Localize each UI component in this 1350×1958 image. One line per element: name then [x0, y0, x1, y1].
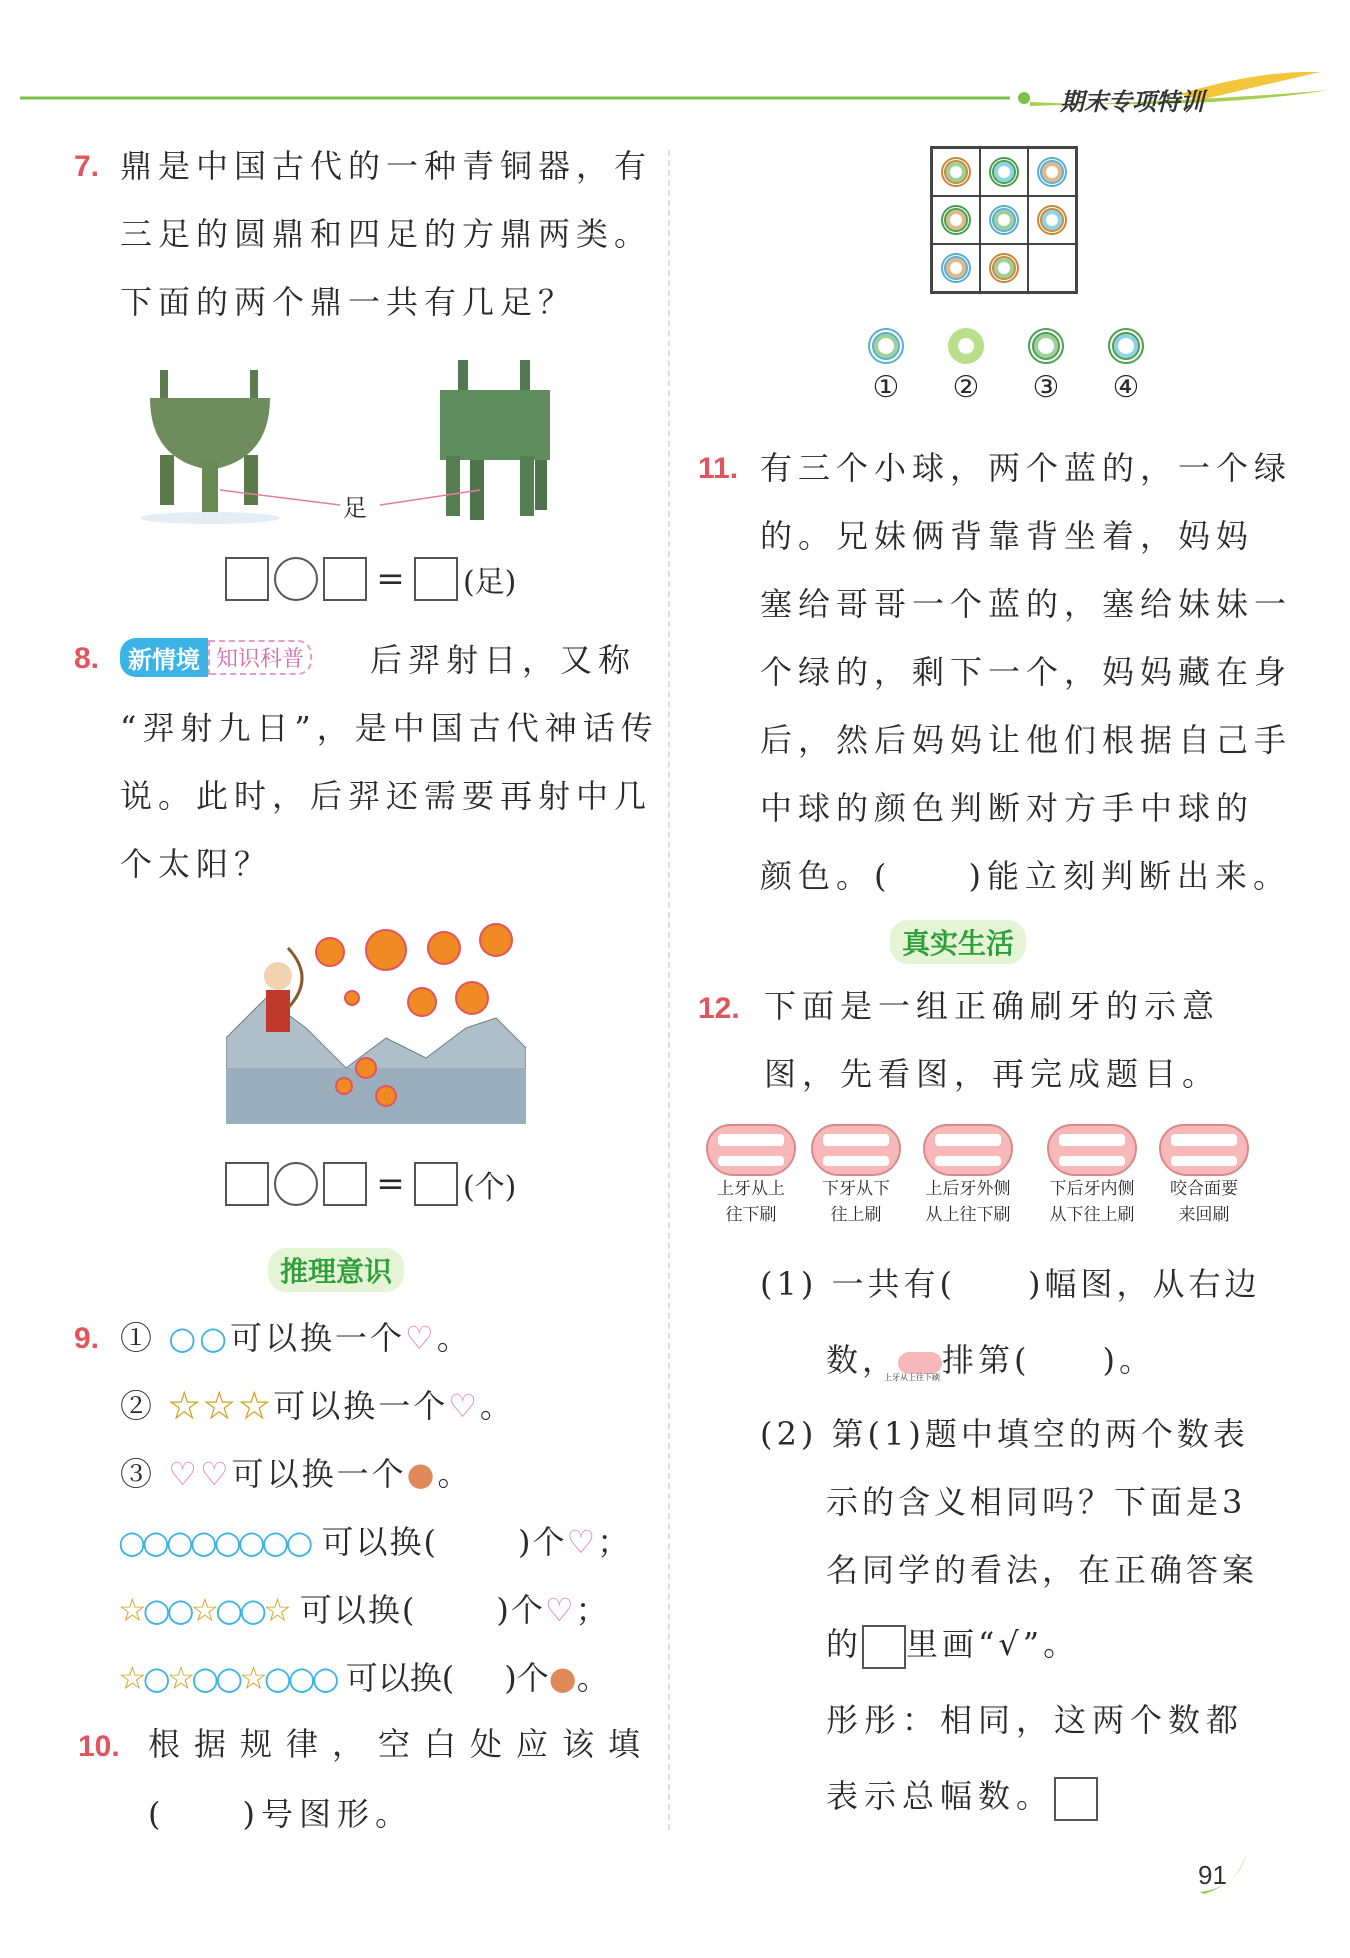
rule-text: 可以换一个	[231, 1455, 407, 1493]
operator-circle[interactable]	[274, 557, 318, 601]
option-label: ①	[872, 370, 900, 405]
q12-p2d	[826, 1610, 1258, 1678]
q12-line1: 下面是一组正确刷牙的示意	[764, 987, 1221, 1025]
mini-icon-caption: 上牙从上往下刷	[884, 1373, 940, 1382]
science-badge: 知识科普	[208, 640, 312, 675]
page-leaf-icon	[1196, 1848, 1256, 1898]
q10-line2: ( )号图形。	[148, 1795, 413, 1833]
q8-number: 8.	[74, 642, 100, 675]
p1-text: 数，	[826, 1341, 899, 1379]
ask-end: )个	[518, 1523, 567, 1561]
q7-answer-row	[225, 557, 516, 601]
operator-circle[interactable]	[274, 1162, 318, 1206]
q11-line4: 个绿的，剩下一个，妈妈藏在身	[760, 653, 1293, 691]
q9-rule3	[120, 1440, 473, 1508]
brush-step-5	[1154, 1124, 1254, 1228]
q9-number: 9.	[74, 1322, 100, 1355]
brush-step-2	[806, 1124, 906, 1228]
option-3[interactable]	[1028, 328, 1064, 405]
q12-p2a: (2) 第(1)题中填空的两个数表	[760, 1415, 1249, 1453]
caption-line: 从下往上刷	[1049, 1205, 1135, 1225]
rule-mark: ③	[120, 1455, 156, 1493]
rule-text: 可以换一个	[273, 1387, 449, 1425]
tongtong-check-box[interactable]	[1054, 1777, 1098, 1821]
section-life: 真实生活	[890, 920, 1026, 964]
p2-text: 的	[826, 1625, 863, 1663]
p1-text: 排第( )。	[942, 1341, 1155, 1379]
teeth-icon	[1159, 1124, 1249, 1176]
ask-end: )个	[504, 1659, 549, 1697]
punct: 。	[436, 1319, 472, 1357]
mixed-row-icon: ☆○☆○○☆○○○	[118, 1659, 336, 1697]
brush-step-4	[1030, 1124, 1154, 1228]
q8-answer-row	[225, 1162, 516, 1206]
q11-line5: 后，然后妈妈让他们根据自己手	[760, 721, 1293, 759]
heart-icon: ♡♡	[168, 1455, 232, 1493]
option-label: ④	[1112, 370, 1140, 405]
q9-rule2	[120, 1372, 515, 1440]
punct: 。	[437, 1455, 473, 1493]
equals-sign: =	[376, 559, 405, 599]
brushing-steps	[696, 1124, 1254, 1228]
q10-options	[868, 328, 1144, 405]
racket-icon: ●	[406, 1455, 438, 1493]
heart-icon: ♡	[405, 1319, 437, 1357]
option-2[interactable]	[948, 328, 984, 405]
q10-line1: 根据规律，空白处应该填	[148, 1725, 655, 1763]
hou-yi-illustration	[226, 918, 526, 1124]
q7-number: 7.	[74, 150, 100, 183]
caption-line: 下后牙内侧	[1049, 1179, 1135, 1199]
heart-icon: ♡	[566, 1523, 598, 1561]
caption-line: 上牙从上	[717, 1179, 785, 1199]
bead-row-icon: ○○○○○○○○	[118, 1523, 310, 1561]
q11-line2: 的。兄妹俩背靠背坐着，妈妈	[760, 517, 1255, 555]
tongtong-line2	[826, 1762, 1244, 1830]
q12-p1b	[826, 1326, 1155, 1394]
ask-text: 可以换(	[299, 1591, 417, 1629]
caption-line: 下牙从下	[822, 1179, 890, 1199]
q8-line2: “羿射九日”，是中国古代神话传	[120, 709, 659, 747]
brush-step-1	[696, 1124, 806, 1228]
q9-ask3	[118, 1644, 609, 1712]
q8-line4: 个太阳？	[120, 845, 273, 883]
ding-illustration	[140, 360, 620, 530]
q11-line3: 塞给哥哥一个蓝的，塞给妹妹一	[760, 585, 1293, 623]
q10-number: 10.	[78, 1730, 120, 1763]
brush-step-3	[906, 1124, 1030, 1228]
q12-p2c: 名同学的看法，在正确答案	[826, 1551, 1259, 1589]
column-divider	[668, 150, 670, 1830]
q7-line3: 下面的两个鼎一共有几足？	[120, 283, 577, 321]
heart-icon: ♡	[448, 1387, 480, 1425]
pattern-grid	[930, 146, 1078, 294]
check-box-sample	[862, 1625, 906, 1669]
tt-text: 表示总幅数。	[826, 1777, 1055, 1815]
q12-p1a: (1) 一共有( )幅图，从右边	[760, 1265, 1261, 1303]
teeth-icon	[706, 1124, 796, 1176]
ask-text: 可以换(	[345, 1659, 455, 1697]
option-label: ③	[1032, 370, 1060, 405]
q9-ask1	[118, 1508, 631, 1576]
punct: 。	[576, 1659, 609, 1697]
foot-label: 足	[343, 494, 367, 522]
caption-line: 上后牙外侧	[925, 1179, 1011, 1199]
section-reasoning: 推理意识	[268, 1248, 404, 1292]
q12-number: 12.	[698, 992, 740, 1025]
q9-rule1	[120, 1304, 472, 1372]
answer-box[interactable]	[225, 1162, 269, 1206]
q11-number: 11.	[698, 452, 739, 485]
punct: 。	[479, 1387, 515, 1425]
option-label: ②	[952, 370, 980, 405]
q8-line1: 后羿射日，又称	[370, 641, 637, 679]
caption-line: 从上往下刷	[925, 1205, 1011, 1225]
punct: ；	[597, 1523, 632, 1561]
caption-line: 往上刷	[830, 1205, 882, 1225]
mixed-row-icon: ☆○○☆○○☆	[118, 1591, 288, 1629]
unit-label: (个)	[462, 1170, 517, 1205]
option-4[interactable]	[1108, 328, 1144, 405]
option-1[interactable]	[868, 328, 904, 405]
equals-sign: =	[376, 1164, 405, 1204]
brush-step-1-mini-icon	[898, 1352, 942, 1374]
answer-box[interactable]	[414, 557, 458, 601]
rule-mark: ②	[120, 1387, 156, 1425]
bead-icon: ○○	[168, 1319, 231, 1357]
unit-label: (足)	[462, 565, 517, 600]
new-context-badge: 新情境	[120, 638, 208, 677]
q11-line6: 中球的颜色判断对方手中球的	[760, 789, 1255, 827]
heart-icon: ♡	[544, 1591, 576, 1629]
q7-line1: 鼎是中国古代的一种青铜器，有	[120, 147, 653, 185]
q12-p2b: 示的含义相同吗？下面是3	[826, 1483, 1247, 1521]
q12-line2: 图，先看图，再完成题目。	[764, 1055, 1221, 1093]
tongtong-line1: 彤彤：相同，这两个数都	[826, 1701, 1245, 1739]
blank-cell	[1028, 244, 1076, 292]
answer-box[interactable]	[414, 1162, 458, 1206]
teeth-icon	[811, 1124, 901, 1176]
punct: ；	[575, 1591, 610, 1629]
answer-box[interactable]	[323, 1162, 367, 1206]
rule-text: 可以换一个	[230, 1319, 406, 1357]
caption-line: 咬合面要	[1170, 1179, 1238, 1199]
p2-text: 里画“√”。	[906, 1625, 1080, 1663]
rule-mark: ①	[120, 1319, 156, 1357]
q11-line1: 有三个小球，两个蓝的，一个绿	[760, 449, 1293, 487]
caption-line: 往下刷	[725, 1205, 777, 1225]
ask-end: )个	[496, 1591, 545, 1629]
header-title: 期末专项特训	[1060, 89, 1204, 116]
answer-box[interactable]	[323, 557, 367, 601]
ask-text: 可以换(	[321, 1523, 439, 1561]
star-icon: ☆☆☆	[168, 1387, 274, 1425]
q8-line3: 说。此时，后羿还需要再射中几	[120, 777, 653, 815]
teeth-icon	[923, 1124, 1013, 1176]
page-number: 91	[1198, 1860, 1227, 1890]
answer-box[interactable]	[225, 557, 269, 601]
caption-line: 来回刷	[1178, 1205, 1230, 1225]
q11-line7: 颜色。( )能立刻判断出来。	[760, 857, 1291, 895]
q9-ask2	[118, 1576, 610, 1644]
q7-line2: 三足的圆鼎和四足的方鼎两类。	[120, 215, 653, 253]
q8-badges	[120, 638, 312, 677]
racket-icon: ●	[548, 1659, 577, 1697]
teeth-icon	[1047, 1124, 1137, 1176]
